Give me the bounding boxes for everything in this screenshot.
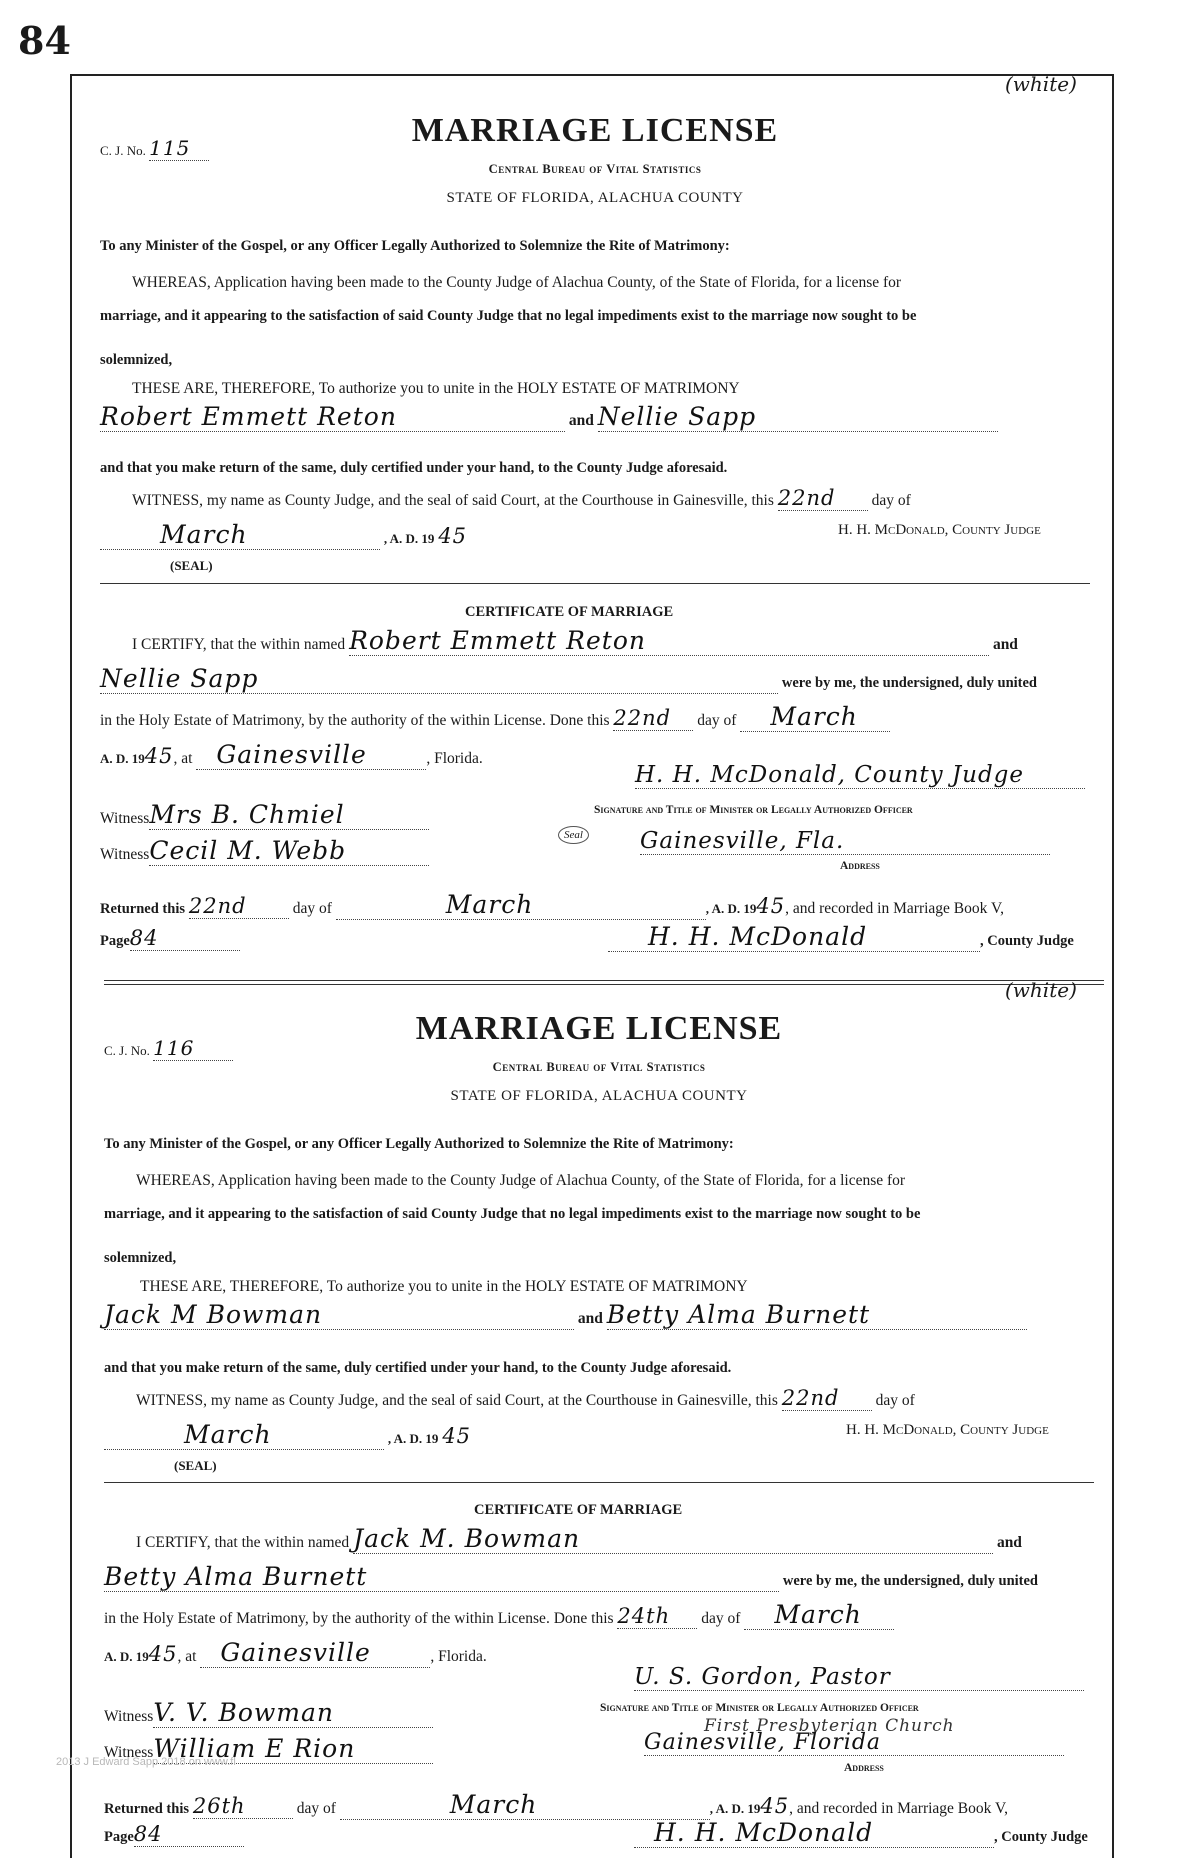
marriage-place: Gainesville bbox=[200, 1638, 430, 1668]
whereas-line-1: WHEREAS, Application having been made to the County Judge of Alachua County, of the State of Florida, for a license for bbox=[132, 274, 902, 291]
license-title: MARRIAGE LICENSE bbox=[411, 112, 779, 149]
holy-estate-text: in the Holy Estate of Matrimony, by the authority of the within License. Done this bbox=[104, 1610, 614, 1627]
officiant-signature: H. H. McDonald, County Judge bbox=[635, 762, 1085, 789]
witness-line bbox=[132, 486, 911, 511]
county-judge-label: , County Judge bbox=[980, 933, 1074, 949]
page-value: 84 bbox=[130, 926, 240, 951]
cj-number: 116 bbox=[153, 1036, 233, 1061]
place-line bbox=[104, 1638, 487, 1668]
returned-day: 22nd bbox=[189, 894, 289, 919]
seal-label: (SEAL) bbox=[174, 1458, 217, 1473]
page-label: Page bbox=[100, 933, 130, 949]
address-caption: Address bbox=[840, 860, 880, 872]
cj-label: C. J. No. bbox=[100, 143, 146, 158]
whereas-line-1: WHEREAS, Application having been made to the County Judge of Alachua County, of the State of Florida, for a license for bbox=[136, 1172, 906, 1189]
watermark: 2013 J Edward Sapp 2018 on www.fl bbox=[56, 1756, 236, 1768]
returned-month: March bbox=[340, 1790, 710, 1820]
date-line bbox=[104, 1420, 471, 1450]
witness-label: Witness bbox=[100, 846, 150, 863]
groom-name: Jack M Bowman bbox=[104, 1300, 574, 1330]
returned-year: 45 bbox=[756, 894, 786, 918]
state-county-line: STATE OF FLORIDA, ALACHUA COUNTY bbox=[450, 1088, 748, 1104]
state-county-line: STATE OF FLORIDA, ALACHUA COUNTY bbox=[446, 190, 744, 206]
whereas-line-2: marriage, and it appearing to the satisfaction of said County Judge that no legal impediments exist to the marriage now sought to be bbox=[104, 1206, 921, 1222]
license-divider bbox=[104, 980, 1104, 985]
witness-1-name: Mrs B. Chmiel bbox=[149, 800, 429, 830]
couple-line bbox=[104, 1300, 1027, 1330]
witness-label: Witness bbox=[100, 810, 150, 827]
witness-1-line bbox=[104, 1698, 433, 1728]
these-are-line: THESE ARE, THEREFORE, To authorize you to unite in the HOLY ESTATE OF MATRIMONY bbox=[132, 380, 740, 397]
bride-united-line bbox=[104, 1562, 1038, 1592]
license-year: 45 bbox=[442, 1424, 472, 1448]
signature-caption: Signature and Title of Minister or Legally Authorized Officer bbox=[600, 1702, 919, 1714]
section-divider bbox=[104, 1482, 1094, 1483]
return-line: and that you make return of the same, duly certified under your hand, to the County Judge aforesaid. bbox=[100, 460, 728, 476]
cert-groom-name: Jack M. Bowman bbox=[353, 1524, 993, 1554]
witness-2-line bbox=[100, 836, 429, 866]
certify-line bbox=[136, 1524, 1022, 1554]
officiant-church: First Presbyterian Church bbox=[704, 1716, 955, 1736]
address-caption: Address bbox=[844, 1762, 884, 1774]
day-of-label: day of bbox=[296, 1800, 336, 1817]
witness-label: Witness bbox=[104, 1708, 154, 1725]
day-of-label: day of bbox=[292, 900, 332, 917]
county-judge: H. H. McDonald, County Judge bbox=[838, 522, 1041, 538]
recorded-text: , and recorded in Marriage Book V, bbox=[785, 900, 1005, 917]
and-word: and bbox=[577, 1310, 603, 1327]
witness-2-name: Cecil M. Webb bbox=[149, 836, 429, 866]
whereas-line-3: solemnized, bbox=[104, 1250, 177, 1266]
returned-line bbox=[104, 1790, 1008, 1820]
returned-label: Returned this bbox=[104, 1801, 189, 1817]
returned-label: Returned this bbox=[100, 901, 185, 917]
seal-label: (SEAL) bbox=[170, 558, 213, 573]
certify-text: I CERTIFY, that the within named bbox=[136, 1534, 350, 1551]
page-value: 84 bbox=[134, 1822, 244, 1847]
marriage-place: Gainesville bbox=[196, 740, 426, 770]
whereas-line-3: solemnized, bbox=[100, 352, 173, 368]
signature-caption: Signature and Title of Minister or Legally Authorized Officer bbox=[594, 804, 913, 816]
seal-stamp: Seal bbox=[558, 826, 589, 844]
whereas-line-2: marriage, and it appearing to the satisfaction of said County Judge that no legal impediments exist to the marriage now sought to be bbox=[100, 308, 917, 324]
witness-text: WITNESS, my name as County Judge, and the seal of said Court, at the Courthouse in Gainesville, this bbox=[132, 492, 774, 509]
recorder-signature: H. H. McDonald bbox=[608, 922, 980, 952]
cj-label: C. J. No. bbox=[104, 1043, 150, 1058]
ad-prefix: , A. D. 19 bbox=[705, 901, 757, 916]
ad-prefix: , A. D. 19 bbox=[383, 531, 435, 546]
cert-bride-name: Nellie Sapp bbox=[100, 664, 778, 694]
license-month: March bbox=[100, 520, 380, 550]
holy-estate-line bbox=[100, 702, 890, 732]
florida-label: , Florida. bbox=[426, 750, 483, 767]
officiant-address: Gainesville, Florida bbox=[644, 1730, 1064, 1756]
certificate-title: CERTIFICATE OF MARRIAGE bbox=[474, 1502, 683, 1518]
and-word: and bbox=[992, 636, 1018, 653]
section-divider bbox=[100, 583, 1090, 584]
and-word: and bbox=[996, 1534, 1022, 1551]
day-of-label: day of bbox=[701, 1610, 741, 1627]
officiant-signature: U. S. Gordon, Pastor bbox=[634, 1664, 1084, 1691]
license-year: 45 bbox=[438, 524, 468, 548]
cert-bride-name: Betty Alma Burnett bbox=[104, 1562, 779, 1592]
page-label: Page bbox=[104, 1829, 134, 1845]
address-line: To any Minister of the Gospel, or any Officer Legally Authorized to Solemnize the Rite of Matrimony: bbox=[104, 1136, 734, 1152]
bride-name: Betty Alma Burnett bbox=[607, 1300, 1027, 1330]
county-judge-label: , County Judge bbox=[994, 1829, 1088, 1845]
witness-2-name: William E Rion bbox=[153, 1734, 433, 1764]
cj-number: 115 bbox=[149, 136, 209, 161]
bride-united-line bbox=[100, 664, 1037, 694]
license-title: MARRIAGE LICENSE bbox=[415, 1010, 783, 1047]
recorder-signature: H. H. McDonald bbox=[634, 1818, 994, 1848]
officiant-address: Gainesville, Fla. bbox=[640, 828, 1050, 855]
recorded-text: , and recorded in Marriage Book V, bbox=[789, 1800, 1009, 1817]
holy-estate-text: in the Holy Estate of Matrimony, by the authority of the within License. Done this bbox=[100, 712, 610, 729]
returned-day: 26th bbox=[193, 1794, 293, 1819]
these-are-line: THESE ARE, THEREFORE, To authorize you to unite in the HOLY ESTATE OF MATRIMONY bbox=[140, 1278, 748, 1295]
cert-groom-name: Robert Emmett Reton bbox=[349, 626, 989, 656]
bureau-line: Central Bureau of Vital Statistics bbox=[488, 162, 702, 176]
page-number: 84 bbox=[18, 18, 71, 63]
holy-estate-line bbox=[104, 1600, 894, 1630]
witness-1-name: V. V. Bowman bbox=[153, 1698, 433, 1728]
page-line bbox=[104, 1822, 244, 1847]
ad-prefix: , A. D. 19 bbox=[387, 1431, 439, 1446]
certify-line bbox=[132, 626, 1018, 656]
cert-month: March bbox=[740, 702, 890, 732]
at-word: , at bbox=[177, 1648, 197, 1665]
florida-label: , Florida. bbox=[430, 1648, 487, 1665]
bureau-line: Central Bureau of Vital Statistics bbox=[492, 1060, 706, 1074]
certify-text: I CERTIFY, that the within named bbox=[132, 636, 346, 653]
ad-prefix: , A. D. 19 bbox=[709, 1801, 761, 1816]
returned-year: 45 bbox=[760, 1794, 790, 1818]
ad-short: A. D. 19 bbox=[100, 751, 145, 766]
day-of-label: day of bbox=[697, 712, 737, 729]
couple-line bbox=[100, 402, 998, 432]
day-of-label: day of bbox=[871, 492, 911, 509]
united-text: were by me, the undersigned, duly united bbox=[782, 1573, 1038, 1589]
cert-year: 45 bbox=[144, 744, 174, 768]
cert-month: March bbox=[744, 1600, 894, 1630]
page-line bbox=[100, 926, 240, 951]
cert-day: 24th bbox=[617, 1604, 697, 1629]
united-text: were by me, the undersigned, duly united bbox=[781, 675, 1037, 691]
cert-year: 45 bbox=[148, 1642, 178, 1666]
date-line bbox=[100, 520, 467, 550]
address-line: To any Minister of the Gospel, or any Officer Legally Authorized to Solemnize the Rite of Matrimony: bbox=[100, 238, 730, 254]
recorder-line bbox=[634, 1818, 1088, 1848]
bride-name: Nellie Sapp bbox=[598, 402, 998, 432]
witness-label: Witness bbox=[104, 1744, 154, 1761]
county-judge: H. H. McDonald, County Judge bbox=[846, 1422, 1049, 1438]
license-day: 22nd bbox=[778, 486, 868, 511]
race-note: (white) bbox=[1005, 72, 1077, 96]
recorder-line bbox=[608, 922, 1074, 952]
place-line bbox=[100, 740, 483, 770]
at-word: , at bbox=[173, 750, 193, 767]
license-month: March bbox=[104, 1420, 384, 1450]
certificate-title: CERTIFICATE OF MARRIAGE bbox=[465, 604, 674, 620]
returned-line bbox=[100, 890, 1004, 920]
witness-1-line bbox=[100, 800, 429, 830]
returned-month: March bbox=[336, 890, 706, 920]
return-line: and that you make return of the same, duly certified under your hand, to the County Judge aforesaid. bbox=[104, 1360, 732, 1376]
ad-short: A. D. 19 bbox=[104, 1649, 149, 1664]
groom-name: Robert Emmett Reton bbox=[100, 402, 565, 432]
witness-line bbox=[136, 1386, 915, 1411]
day-of-label: day of bbox=[875, 1392, 915, 1409]
witness-text: WITNESS, my name as County Judge, and the seal of said Court, at the Courthouse in Gainesville, this bbox=[136, 1392, 778, 1409]
race-note: (white) bbox=[1005, 978, 1077, 1002]
license-day: 22nd bbox=[782, 1386, 872, 1411]
and-word: and bbox=[568, 412, 594, 429]
cert-day: 22nd bbox=[613, 706, 693, 731]
